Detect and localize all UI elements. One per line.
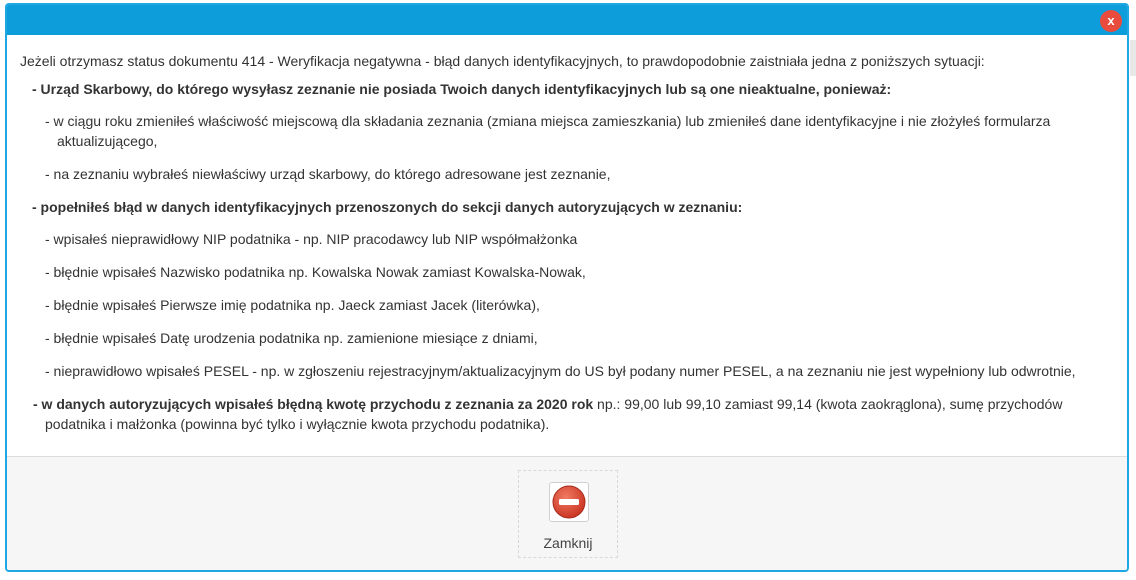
section2-heading: - popełniłeś błąd w danych identyfikacyjnych przenoszonych do sekcji danych autoryzujących w zeznaniu: xyxy=(32,199,743,215)
section3-paragraph xyxy=(20,394,1121,434)
list-item: - błędnie wpisałeś Datę urodzenia podatnika np. zamienione miesiące z dniami, xyxy=(45,330,538,346)
intro-text: Jeżeli otrzymasz status dokumentu 414 - Weryfikacja negatywna - błąd danych identyfikacyjnych, to prawdopodobnie zaistniała jedna z poniższych sytuacji: xyxy=(20,53,985,69)
list-item: - w ciągu roku zmieniłeś właściwość miejscową dla składania zeznania (zmiana miejsca zamieszkania) lub zmieniłeś dane identyfikacyjne i nie złożyłeś formularza aktualizującego, xyxy=(45,113,1051,149)
no-entry-icon xyxy=(551,484,587,520)
error-info-dialog xyxy=(5,3,1129,572)
section3-text: np.: 99,00 lub 99,10 zamiast 99,14 (kwota zaokrąglona), sumę przychodów podatnika i małżonka (powinna być tylko i wyłącznie kwota przychodu podatnika). xyxy=(45,396,1063,432)
background-page-bar xyxy=(1130,40,1136,76)
dialog-titlebar xyxy=(7,5,1127,35)
section1-heading: - Urząd Skarbowy, do którego wysyłasz zeznanie nie posiada Twoich danych identyfikacyjnych lub są one nieaktualne, ponieważ: xyxy=(32,81,892,97)
list-item: - błędnie wpisałeś Nazwisko podatnika np. Kowalska Nowak zamiast Kowalska-Nowak, xyxy=(45,264,586,280)
section3-heading: - w danych autoryzujących wpisałeś błędną kwotę przychodu z zeznania za 2020 rok xyxy=(33,396,594,412)
list-item: - błędnie wpisałeś Pierwsze imię podatnika np. Jaeck zamiast Jacek (literówka), xyxy=(45,297,540,313)
list-item: - nieprawidłowo wpisałeś PESEL - np. w zgłoszeniu rejestracyjnym/aktualizacyjnym do US był podany numer PESEL, a na zeznaniu nie jest wypełniony lub odwrotnie, xyxy=(45,363,1076,379)
close-button-label: Zamknij xyxy=(543,535,593,551)
dialog-content xyxy=(20,51,1121,434)
list-item: - wpisałeś nieprawidłowy NIP podatnika - np. NIP pracodawcy lub NIP współmałżonka xyxy=(45,231,578,247)
background-page xyxy=(1130,0,1136,580)
list-item: - na zeznaniu wybrałeś niewłaściwy urząd skarbowy, do którego adresowane jest zeznanie, xyxy=(45,166,611,182)
dialog-close-x-button[interactable]: x xyxy=(1100,10,1122,32)
dialog-footer xyxy=(7,456,1127,570)
close-button[interactable] xyxy=(518,470,618,558)
close-button-icon-box xyxy=(549,482,589,522)
